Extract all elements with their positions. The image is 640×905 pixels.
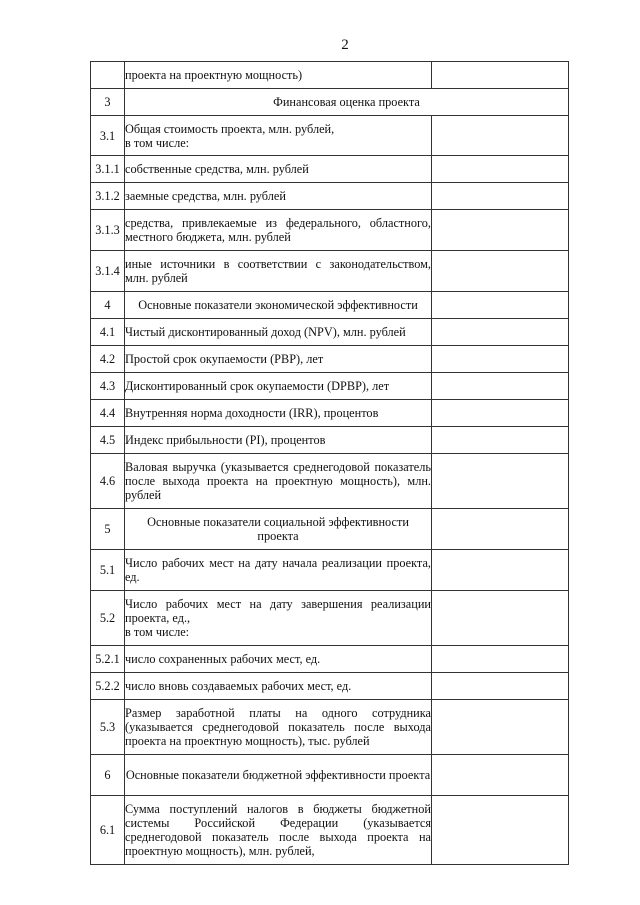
indicators-table-body bbox=[91, 62, 569, 865]
indicator-name: число сохраненных рабочих мест, ед. bbox=[125, 646, 432, 673]
indicator-name: Размер заработной платы на одного сотрудника (указывается среднегодовой показатель после выхода проекта на проектную мощность), тыс. рублей bbox=[125, 700, 432, 755]
row-number: 3 bbox=[91, 89, 125, 116]
indicator-name: проекта на проектную мощность) bbox=[125, 62, 432, 89]
value-cell[interactable] bbox=[432, 673, 569, 700]
table-row bbox=[91, 427, 569, 454]
table-row bbox=[91, 210, 569, 251]
indicator-name: Чистый дисконтированный доход (NPV), млн. рублей bbox=[125, 319, 432, 346]
value-cell[interactable] bbox=[432, 755, 569, 796]
table-row bbox=[91, 62, 569, 89]
table-row bbox=[91, 183, 569, 210]
value-cell[interactable] bbox=[432, 183, 569, 210]
row-number: 5.1 bbox=[91, 550, 125, 591]
section-title: Основные показатели бюджетной эффективности проекта bbox=[125, 755, 432, 796]
row-number: 4.3 bbox=[91, 373, 125, 400]
section-title: Финансовая оценка проекта bbox=[125, 89, 569, 116]
indicator-name: Общая стоимость проекта, млн. рублей, в том числе: bbox=[125, 116, 432, 156]
row-number: 4.1 bbox=[91, 319, 125, 346]
row-number: 5 bbox=[91, 509, 125, 550]
value-cell[interactable] bbox=[432, 292, 569, 319]
indicator-name: Число рабочих мест на дату завершения реализации проекта, ед., в том числе: bbox=[125, 591, 432, 646]
row-number: 5.2.2 bbox=[91, 673, 125, 700]
value-cell[interactable] bbox=[432, 373, 569, 400]
section-row bbox=[91, 89, 569, 116]
indicator-name: Сумма поступлений налогов в бюджеты бюджетной системы Российской Федерации (указывается среднегодовой показатель после выхода проекта на проектную мощность), млн. рублей, bbox=[125, 796, 432, 865]
row-number: 3.1 bbox=[91, 116, 125, 156]
table-row bbox=[91, 673, 569, 700]
value-cell[interactable] bbox=[432, 700, 569, 755]
table-row bbox=[91, 319, 569, 346]
value-cell[interactable] bbox=[432, 400, 569, 427]
row-number: 4.5 bbox=[91, 427, 125, 454]
row-number: 5.2 bbox=[91, 591, 125, 646]
table-row bbox=[91, 116, 569, 156]
table-row bbox=[91, 700, 569, 755]
row-number: 3.1.4 bbox=[91, 251, 125, 292]
row-number: 5.2.1 bbox=[91, 646, 125, 673]
row-number: 3.1.1 bbox=[91, 156, 125, 183]
table-row bbox=[91, 796, 569, 865]
section-row bbox=[91, 509, 569, 550]
indicator-name: Число рабочих мест на дату начала реализации проекта, ед. bbox=[125, 550, 432, 591]
row-number bbox=[91, 62, 125, 89]
value-cell[interactable] bbox=[432, 116, 569, 156]
indicators-table bbox=[90, 61, 569, 865]
indicator-name: Индекс прибыльности (PI), процентов bbox=[125, 427, 432, 454]
page-number: 2 bbox=[341, 37, 349, 53]
indicator-name: Дисконтированный срок окупаемости (DPBP), лет bbox=[125, 373, 432, 400]
value-cell[interactable] bbox=[432, 646, 569, 673]
value-cell[interactable] bbox=[432, 550, 569, 591]
indicator-name: Простой срок окупаемости (PBP), лет bbox=[125, 346, 432, 373]
table-row bbox=[91, 251, 569, 292]
indicator-name: Валовая выручка (указывается среднегодовой показатель после выхода проекта на проектную мощность), млн. рублей bbox=[125, 454, 432, 509]
value-cell[interactable] bbox=[432, 62, 569, 89]
table-row bbox=[91, 646, 569, 673]
indicator-name: иные источники в соответствии с законодательством, млн. рублей bbox=[125, 251, 432, 292]
table-row bbox=[91, 373, 569, 400]
row-number: 4.2 bbox=[91, 346, 125, 373]
row-number: 3.1.3 bbox=[91, 210, 125, 251]
value-cell[interactable] bbox=[432, 591, 569, 646]
value-cell[interactable] bbox=[432, 454, 569, 509]
row-number: 4 bbox=[91, 292, 125, 319]
indicator-name: заемные средства, млн. рублей bbox=[125, 183, 432, 210]
indicator-name: число вновь создаваемых рабочих мест, ед. bbox=[125, 673, 432, 700]
table-row bbox=[91, 550, 569, 591]
row-number: 6.1 bbox=[91, 796, 125, 865]
indicator-name: средства, привлекаемые из федерального, областного, местного бюджета, млн. рублей bbox=[125, 210, 432, 251]
section-title: Основные показатели социальной эффективности проекта bbox=[125, 509, 432, 550]
section-title: Основные показатели экономической эффективности bbox=[125, 292, 432, 319]
table-row bbox=[91, 346, 569, 373]
value-cell[interactable] bbox=[432, 156, 569, 183]
table-row bbox=[91, 591, 569, 646]
value-cell[interactable] bbox=[432, 509, 569, 550]
row-number: 4.4 bbox=[91, 400, 125, 427]
table-row bbox=[91, 156, 569, 183]
value-cell[interactable] bbox=[432, 346, 569, 373]
value-cell[interactable] bbox=[432, 427, 569, 454]
section-row bbox=[91, 292, 569, 319]
indicator-name: собственные средства, млн. рублей bbox=[125, 156, 432, 183]
row-number: 5.3 bbox=[91, 700, 125, 755]
section-row bbox=[91, 755, 569, 796]
row-number: 6 bbox=[91, 755, 125, 796]
value-cell[interactable] bbox=[432, 319, 569, 346]
row-number: 3.1.2 bbox=[91, 183, 125, 210]
value-cell[interactable] bbox=[432, 796, 569, 865]
table-row bbox=[91, 454, 569, 509]
row-number: 4.6 bbox=[91, 454, 125, 509]
table-row bbox=[91, 400, 569, 427]
value-cell[interactable] bbox=[432, 251, 569, 292]
indicator-name: Внутренняя норма доходности (IRR), процентов bbox=[125, 400, 432, 427]
value-cell[interactable] bbox=[432, 210, 569, 251]
